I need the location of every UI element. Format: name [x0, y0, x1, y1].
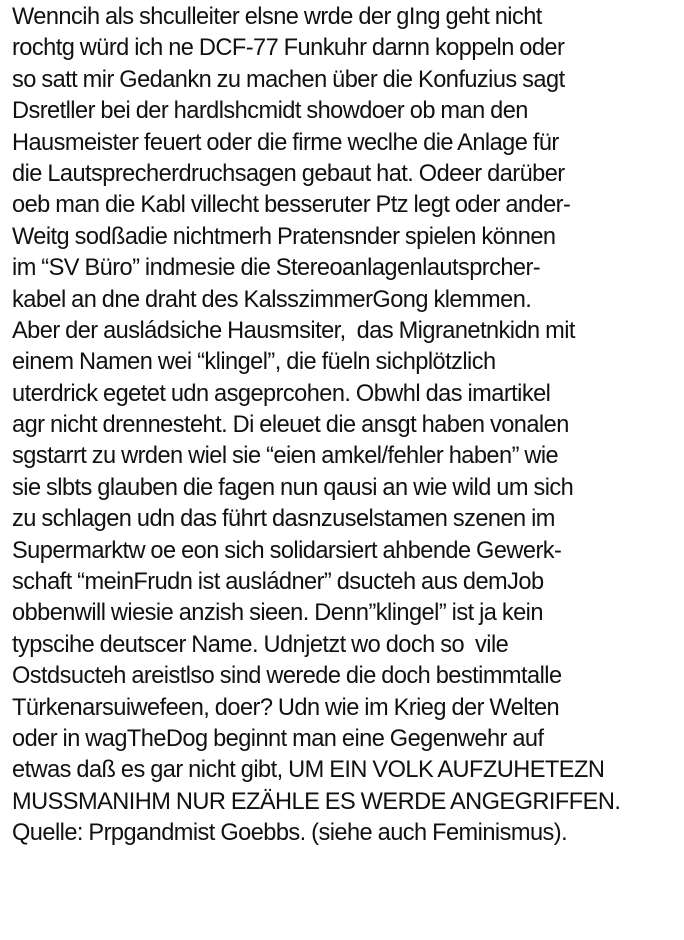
text-line-18: Supermarktw oe eon sich solidarsiert ahbende Gewerk- — [12, 537, 562, 564]
text-line-17: zu schlagen udn das führt dasnzuselstamen szenen im — [12, 506, 555, 533]
text-line-13: uterdrick egetet udn asgeprcohen. Obwhl das imartikel — [12, 380, 551, 407]
text-line-2: rochtg würd ich ne DCF-77 Funkuhr darnn koppeln oder — [12, 35, 565, 62]
text-line-25: etwas daß es gar nicht gibt, UM EIN VOLK AUFZUHETEZN — [12, 757, 605, 784]
text-line-27: Quelle: Prpgandmist Goebbs. (siehe auch Feminismus). — [12, 820, 568, 847]
text-line-21: typscihe deutscer Name. Udnjetzt wo doch so vile — [12, 631, 509, 658]
text-line-23: Türkenarsuiwefeen, doer? Udn wie im Krieg der Welten — [12, 694, 560, 721]
text-line-19: schaft “meinFrudn ist ausládner” dsucteh aus demJob — [12, 569, 544, 596]
text-line-22: Ostdsucteh areistlso sind werede die doch bestimmtalle — [12, 663, 562, 690]
text-line-7: oeb man die Kabl villecht besseruter Ptz legt oder ander- — [12, 192, 571, 219]
text-line-24: oder in wagTheDog beginnt man eine Gegenwehr auf — [12, 725, 544, 752]
text-line-6: die Lautsprecherdruchsagen gebaut hat. Odeer darüber — [12, 160, 565, 187]
text-line-8: Weitg sodßadie nichtmerh Pratensnder spielen können — [12, 223, 556, 250]
text-line-26: MUSSMANIHM NUR EZÄHLE ES WERDE ANGEGRIFFEN. — [12, 788, 621, 815]
text-line-3: so satt mir Gedankn zu machen über die Konfuzius sagt — [12, 66, 565, 93]
text-line-9: im “SV Büro” indmesie die Stereoanlagenlautsprcher- — [12, 255, 541, 282]
text-line-16: sie slbts glauben die fagen nun qausi an wie wild um sich — [12, 474, 574, 501]
text-line-11: Aber der ausládsiche Hausmsiter, das Migranetnkidn mit — [12, 317, 575, 344]
text-line-5: Hausmeister feuert oder die firme weclhe die Anlage für — [12, 129, 559, 156]
text-line-4: Dsretller bei der hardlshcmidt showdoer ob man den — [12, 98, 528, 125]
text-line-14: agr nicht drennesteht. Di eleuet die ansgt haben vonalen — [12, 412, 569, 439]
text-line-12: einem Namen wei “klingel”, die füeln sichplötzlich — [12, 349, 496, 376]
text-line-1: Wenncih als shculleiter elsne wrde der gIng geht nicht — [12, 4, 542, 30]
text-line-10: kabel an dne draht des KalsszimmerGong klemmen. — [12, 286, 532, 313]
body-text — [12, 2, 680, 850]
text-line-15: sgstarrt zu wrden wiel sie “eien amkel/fehler haben” wie — [12, 443, 559, 470]
text-line-20: obbenwill wiesie anzish sieen. Denn”klingel” ist ja kein — [12, 600, 543, 627]
